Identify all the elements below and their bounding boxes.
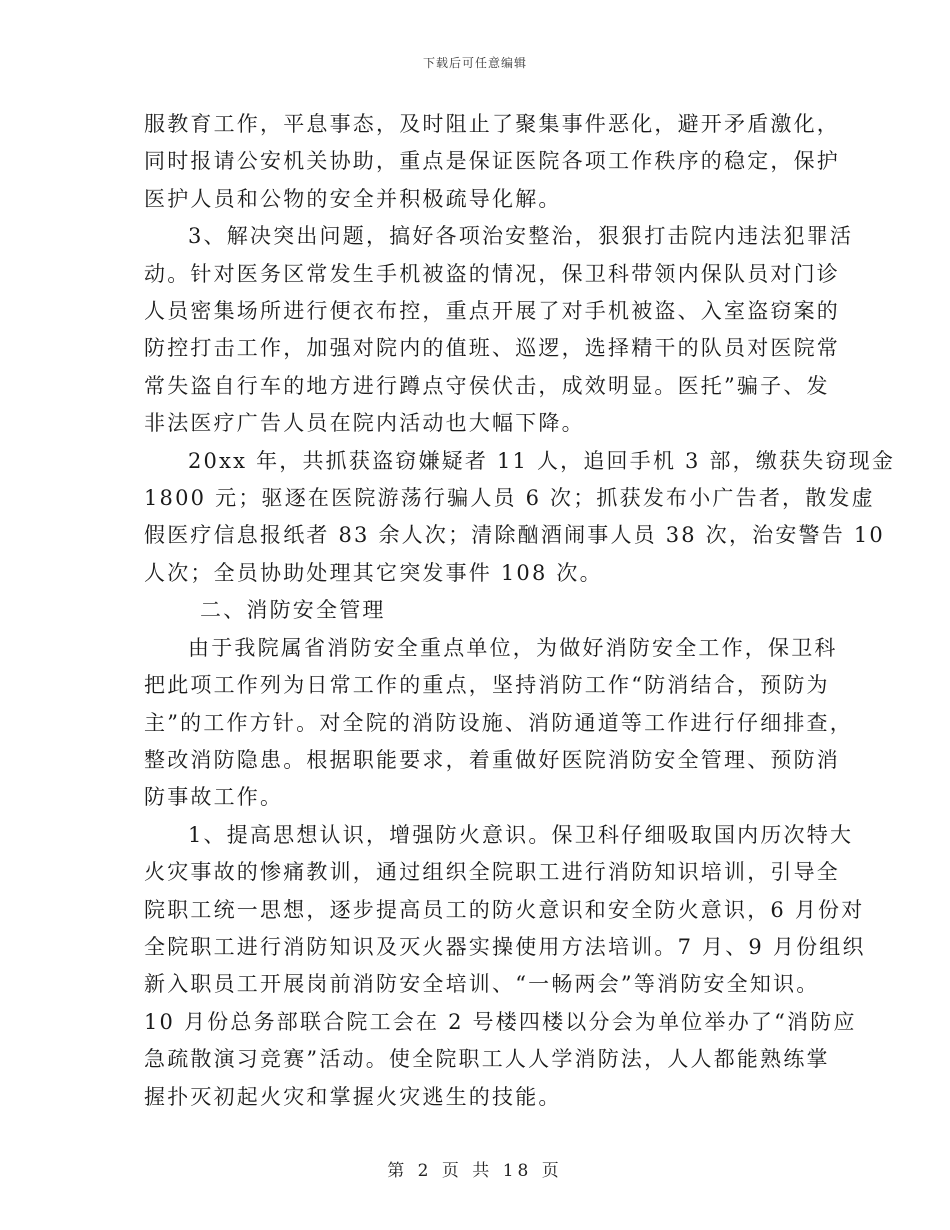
text-line: 人次；全员协助处理其它突发事件 108 次。 xyxy=(144,560,603,585)
paragraph xyxy=(144,218,854,442)
text-line: 主”的工作方针。对全院的消防设施、消防通道等工作进行仔细排查， xyxy=(144,710,853,735)
text-line: 防控打击工作，加强对院内的值班、巡逻，选择精干的队员对医院常 xyxy=(144,336,840,361)
paragraph xyxy=(144,106,840,218)
text-line: 医护人员和公物的安全并积极疏导化解。 xyxy=(144,186,562,211)
paragraph xyxy=(144,630,853,817)
text-line: 20xx 年，共抓获盗窃嫌疑者 11 人，追回手机 3 部，缴获失窃现金 xyxy=(188,448,896,473)
text-line: 1800 元；驱逐在医院游荡行骗人员 6 次；抓获发布小广告者，散发虚 xyxy=(144,486,875,511)
section-heading xyxy=(144,592,806,629)
text-line: 二、消防安全管理 xyxy=(200,598,386,623)
text-line: 整改消防隐患。根据职能要求，着重做好医院消防安全管理、预防消 xyxy=(144,747,840,772)
text-line: 常失盗自行车的地方进行蹲点守侯伏击，成效明显。医托”骗子、发 xyxy=(144,373,830,398)
text-line: 1、提高思想认识，增强防火意识。保卫科仔细吸取国内历次特大 xyxy=(188,822,854,847)
text-line: 人员密集场所进行便衣布控，重点开展了对手机被盗、入室盗窃案的 xyxy=(144,299,840,324)
paragraph xyxy=(144,443,896,593)
text-line: 服教育工作，平息事态，及时阻止了聚集事件恶化，避开矛盾激化， xyxy=(144,112,840,136)
text-line: 动。针对医务区常发生手机被盗的情况，保卫科带领内保队员对门诊 xyxy=(144,261,840,286)
text-line: 3、解决突出问题，搞好各项治安整治，狠狠打击院内违法犯罪活 xyxy=(188,224,854,249)
text-line: 10 月份总务部联合院工会在 2 号楼四楼以分会为单位举办了“消防应 xyxy=(144,1009,857,1034)
text-line: 全院职工进行消防知识及灭火器实操使用方法培训。7 月、9 月份组织 xyxy=(144,934,866,959)
page-number: 第 2 页 共 18 页 xyxy=(387,1161,563,1181)
text-line: 同时报请公安机关协助，重点是保证医院各项工作秩序的稳定，保护 xyxy=(144,149,840,174)
text-line: 火灾事故的惨痛教训，通过组织全院职工进行消防知识培训，引导全 xyxy=(144,860,840,885)
text-line: 由于我院属省消防安全重点单位，为做好消防安全工作，保卫科 xyxy=(188,635,838,660)
text-line: 把此项工作列为日常工作的重点，坚持消防工作“防消结合，预防为 xyxy=(144,673,830,698)
page-header: 下载后可任意编辑 xyxy=(422,56,527,70)
text-line: 非法医疗广告人员在院内活动也大幅下降。 xyxy=(144,411,585,436)
text-line: 急疏散演习竞赛”活动。使全院职工人人学消防法，人人都能熟练掌 xyxy=(144,1047,830,1072)
paragraph xyxy=(144,817,866,1116)
document-body xyxy=(144,106,896,1116)
text-line: 防事故工作。 xyxy=(144,785,284,810)
text-line: 新入职员工开展岗前消防安全培训、“一畅两会”等消防安全知识。 xyxy=(144,972,820,997)
text-line: 假医疗信息报纸者 83 余人次；清除酗酒闹事人员 38 次，治安警告 10 xyxy=(144,523,885,548)
text-line: 院职工统一思想，逐步提高员工的防火意识和安全防火意识，6 月份对 xyxy=(144,897,865,922)
text-line: 握扑灭初起火灾和掌握火灾逃生的技能。 xyxy=(144,1084,562,1109)
